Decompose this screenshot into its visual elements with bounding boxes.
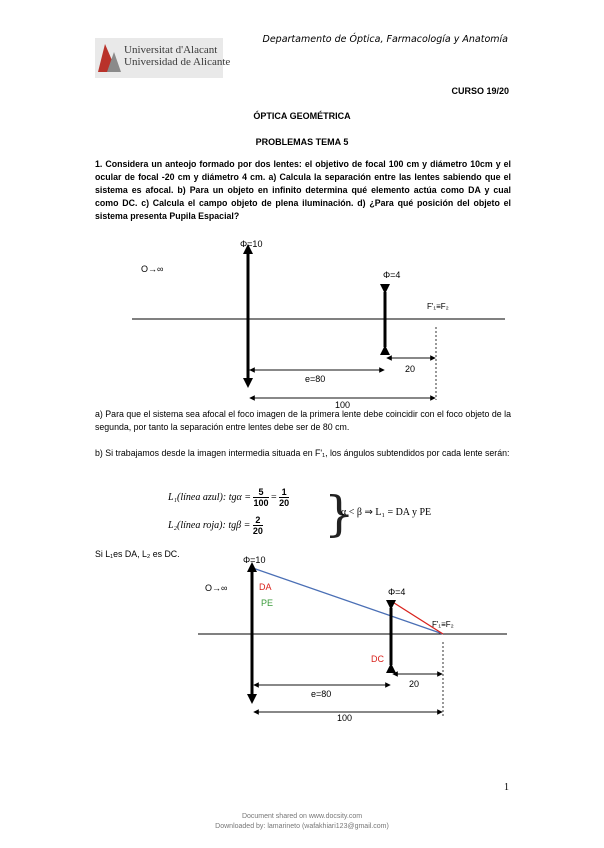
lens1-label-2: Φ=10 bbox=[243, 555, 266, 565]
lens2-label-2: Φ=4 bbox=[388, 587, 406, 597]
page-number: 1 bbox=[504, 782, 509, 793]
blue-ray bbox=[250, 567, 443, 634]
page-subtitle: PROBLEMAS TEMA 5 bbox=[255, 137, 349, 147]
da-label: DA bbox=[259, 582, 272, 592]
department-header: Departamento de Óptica, Farmacología y Anatomía bbox=[262, 34, 508, 45]
dc-label: DC bbox=[371, 654, 384, 664]
long-label-2: 100 bbox=[337, 713, 353, 723]
objective-lens-2 bbox=[247, 562, 257, 704]
fraction-5-100: $\frac{5}{100}$ bbox=[253, 487, 269, 508]
pe-label: PE bbox=[261, 598, 274, 608]
object-label-2: O→∞ bbox=[205, 583, 228, 593]
answer-a: a) Para que el sistema sea afocal el foco imagen de la primera lente debe coincidir con el foco objeto de la segunda, por tanto la separación entre lentes debe ser de 80 cm. bbox=[95, 409, 511, 432]
brace-icon: } bbox=[324, 486, 355, 542]
fraction-1-20: $\frac{1}{20}$ bbox=[279, 487, 290, 508]
logo-text bbox=[124, 44, 230, 68]
focus-label-2: F'₁≡F₂ bbox=[432, 620, 454, 629]
docsity-shared-note: Document shared on www.docsity.com bbox=[241, 813, 363, 820]
object-label: O→∞ bbox=[141, 264, 164, 274]
formula-result: α < β ⇒ L₁ = DA y PE bbox=[341, 507, 432, 518]
long-label: 100 bbox=[335, 400, 351, 410]
docsity-download-note: Downloaded by: lamarineto (wafakhiari123@gmail.com) bbox=[215, 823, 389, 830]
course-label: CURSO 19/20 bbox=[451, 86, 509, 96]
page-title: ÓPTICA GEOMÉTRICA bbox=[253, 111, 351, 121]
short-label: 20 bbox=[405, 364, 416, 374]
lens1-label: Φ=10 bbox=[240, 239, 263, 249]
red-ray bbox=[391, 601, 443, 634]
formula-block bbox=[168, 485, 468, 547]
focus-label: F'₁≡F₂ bbox=[427, 302, 449, 311]
logo-line-2: Universidad de Alicante bbox=[124, 56, 231, 68]
lens2-label: Φ=4 bbox=[383, 270, 401, 280]
objective-lens bbox=[243, 244, 253, 388]
conclusion: Si L₁es DA, L₂ es DC. bbox=[95, 549, 180, 559]
answer-b: b) Si trabajamos desde la imagen intermedia situada en F'₁, los ángulos subtendidos por cada lente serán: bbox=[95, 448, 510, 458]
problem-statement: 1. Considera un anteojo formado por dos lentes: el objetivo de focal 100 cm y diámetro 10cm y el ocular de focal -20 cm y diámetro 4 cm. a) Calcula la separación entre las lentes sabiendo que el sistema es afocal. b) Para un objeto en infinito determina qué elemento actúa como DA y cual como DC. c) Calcula el campo objeto de plena iluminación. d) ¿Para qué posición del objeto el sistema presenta Pupila Espacial? bbox=[95, 159, 511, 221]
optical-diagram-1 bbox=[95, 232, 515, 410]
ocular-lens-2 bbox=[386, 600, 396, 673]
fraction-2-20: $\frac{2}{20}$ bbox=[252, 515, 263, 536]
sep-label: e=80 bbox=[305, 374, 326, 384]
formula-line-2: L₂(línea roja): tgβ = $\frac{2}{20}$ bbox=[168, 515, 263, 536]
optical-diagram-2 bbox=[195, 550, 515, 724]
formula-line-1: L₁(línea azul): tgα = $\frac{5}{100}$ = $\frac{1}{20}$ bbox=[168, 487, 290, 508]
short-label-2: 20 bbox=[409, 679, 420, 689]
sep-label-2: e=80 bbox=[311, 689, 332, 699]
logo-line-1: Universitat d'Alacant bbox=[124, 44, 218, 56]
